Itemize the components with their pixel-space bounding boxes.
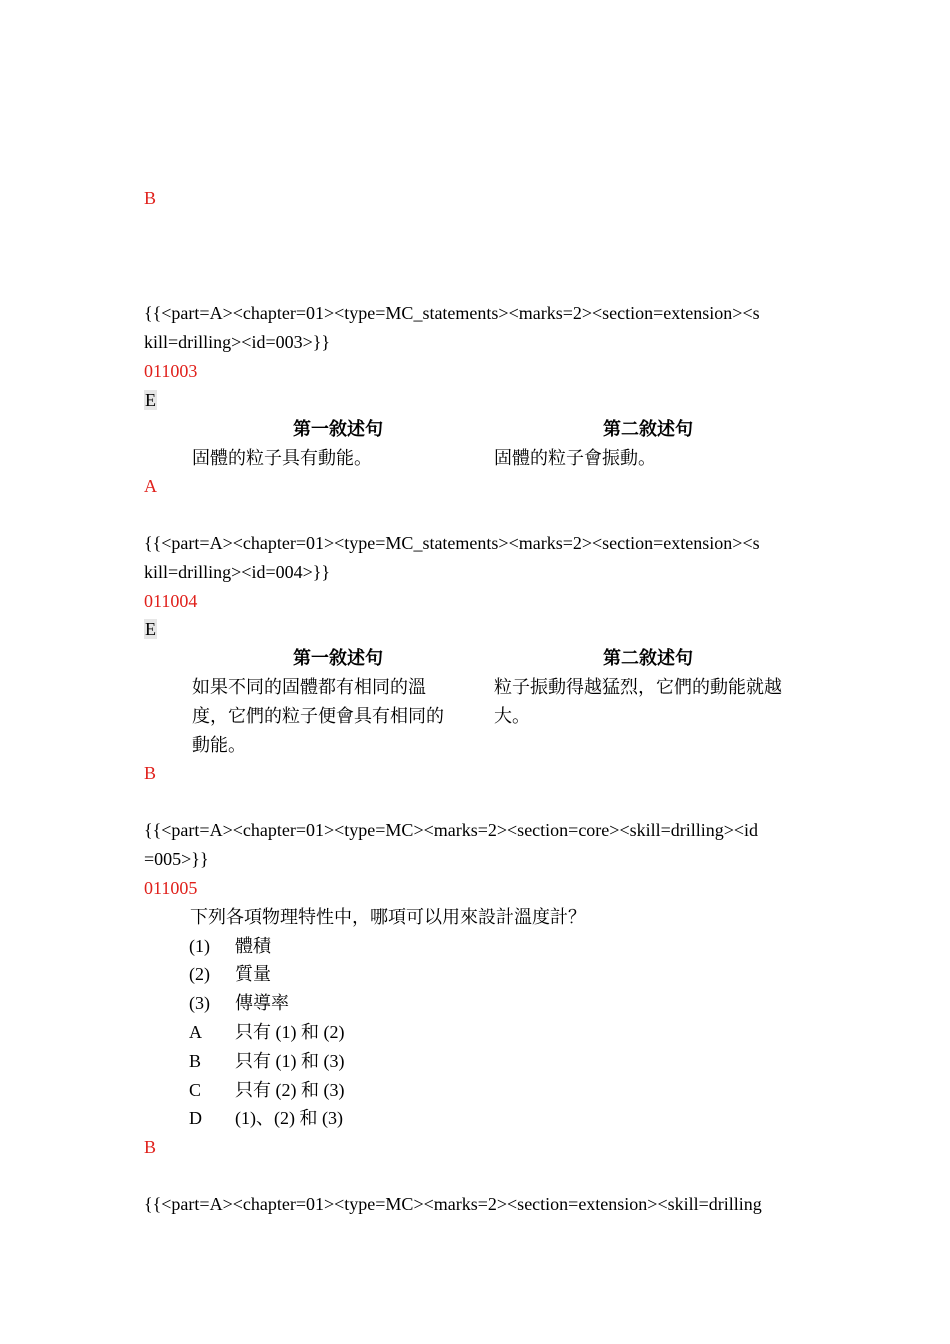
option-letter: B	[189, 1051, 202, 1071]
statement-1-text-line: 動能。	[192, 735, 246, 755]
statement-2-heading: 第二敘述句	[603, 419, 693, 439]
question-tag: kill=drilling><id=003>}}	[144, 332, 331, 352]
statement-1-text-line: 度，它們的粒子便會具有相同的	[192, 706, 444, 726]
statement-2-text: 固體的粒子會振動。	[494, 448, 656, 468]
option-letter: C	[189, 1080, 202, 1100]
question-type-label: E	[145, 619, 156, 639]
question-text: 下列各項物理特性中，哪項可以用來設計溫度計？	[190, 907, 586, 927]
question-tag: {{<part=A><chapter=01><type=MC><marks=2><section=extension><skill=drilling	[144, 1194, 762, 1214]
question-id: 011005	[144, 878, 198, 898]
option-letter: D	[189, 1108, 202, 1128]
question-type-label: E	[145, 390, 156, 410]
statement-2-text-line: 粒子振動得越猛烈，它們的動能就越	[494, 677, 782, 697]
answer-letter: A	[144, 476, 157, 496]
answer-letter: B	[144, 1137, 157, 1157]
option-text: (1)、(2) 和 (3)	[235, 1108, 343, 1128]
option-text: 只有 (1) 和 (2)	[235, 1022, 345, 1042]
question-id: 011003	[144, 361, 198, 381]
item-text: 傳導率	[235, 993, 289, 1013]
statement-1-text-line: 如果不同的固體都有相同的溫	[192, 677, 426, 697]
item-number: (3)	[189, 993, 210, 1013]
question-tag: =005>}}	[144, 849, 209, 869]
question-tag: kill=drilling><id=004>}}	[144, 562, 331, 582]
item-number: (1)	[189, 936, 210, 956]
item-text: 質量	[235, 964, 271, 984]
question-tag: {{<part=A><chapter=01><type=MC_statements><marks=2><section=extension><s	[144, 533, 760, 553]
statement-2-heading: 第二敘述句	[603, 648, 693, 668]
answer-letter: B	[144, 763, 157, 783]
statement-1-heading: 第一敘述句	[293, 419, 383, 439]
question-id: 011004	[144, 591, 198, 611]
question-tag: {{<part=A><chapter=01><type=MC><marks=2><section=core><skill=drilling><id	[144, 820, 759, 840]
option-text: 只有 (2) 和 (3)	[235, 1080, 345, 1100]
statement-1-text: 固體的粒子具有動能。	[192, 448, 372, 468]
option-letter: A	[189, 1022, 202, 1042]
item-text: 體積	[235, 936, 271, 956]
answer-letter: B	[144, 188, 157, 208]
question-tag: {{<part=A><chapter=01><type=MC_statements><marks=2><section=extension><s	[144, 303, 760, 323]
statement-1-heading: 第一敘述句	[293, 648, 383, 668]
option-text: 只有 (1) 和 (3)	[235, 1051, 345, 1071]
statement-2-text-line: 大。	[494, 706, 530, 726]
item-number: (2)	[189, 964, 210, 984]
